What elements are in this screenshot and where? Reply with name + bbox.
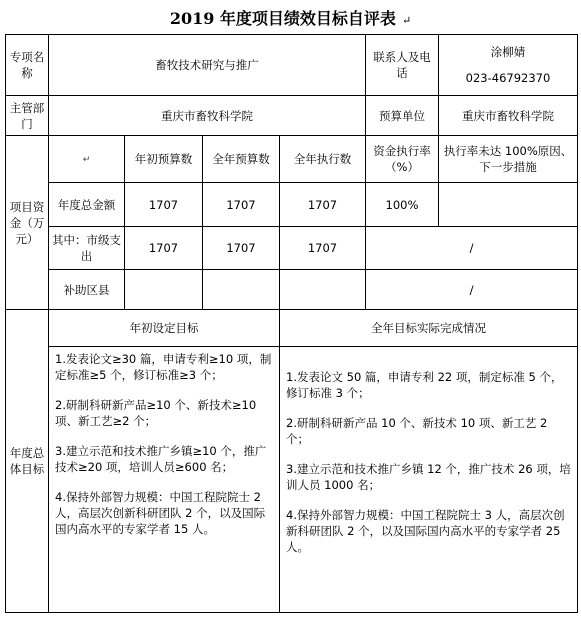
page-title: [0, 6, 581, 29]
funds-cell: 1707: [203, 227, 280, 270]
project-name-value: 畜牧技术研究与推广: [49, 35, 366, 96]
funds-section-label: 项目资金（万元）: [6, 136, 49, 310]
funds-row-label: 其中：市级支出: [49, 227, 125, 270]
goals-planned-cell: [49, 347, 280, 613]
department-value: 重庆市畜牧科学院: [49, 96, 366, 136]
title-text: 2019 年度项目绩效目标自评表: [169, 9, 396, 28]
funds-header-reason: 执行率未达 100%原因、下一步措施: [439, 136, 578, 183]
goal-item: 4.保持外部智力规模：中国工程院院士 2 人，高层次创新科研团队 2 个，以及国际国内高水平的专家学者 15 人。: [55, 490, 266, 536]
goal-item: 4.保持外部智力规模：中国工程院院士 3 人，高层次创新科研团队 2 个，以及国际国内高水平的专家学者 25 人。: [286, 508, 565, 554]
funds-cell: 1707: [203, 183, 280, 227]
funds-header-row: [6, 136, 578, 183]
funds-cell: 1707: [280, 183, 366, 227]
contact-name: 涂柳婧: [490, 45, 526, 59]
goal-item: 1.发表论文≥30 篇，申请专利≥10 项，制定标准≥5 个，修订标准≥3 个；: [55, 352, 272, 382]
project-name-row: [6, 35, 578, 96]
budget-unit-value: 重庆市畜牧科学院: [439, 96, 578, 136]
funds-cell: 1707: [125, 227, 203, 270]
evaluation-table: [5, 34, 578, 613]
goals-planned-header: 年初设定目标: [49, 310, 280, 347]
funds-row-district: [6, 270, 578, 310]
department-label: 主管部门: [6, 96, 49, 136]
funds-cell: [439, 183, 578, 227]
funds-cell: [203, 270, 280, 310]
funds-merged-cell: /: [366, 227, 578, 270]
goal-item: 3.建立示范和技术推广乡镇 12 个，推广技术 26 项，培训人员 1000 名；: [286, 462, 571, 492]
project-name-label: 专项名称: [6, 35, 49, 96]
funds-cell: 1707: [125, 183, 203, 227]
funds-row-city: [6, 227, 578, 270]
funds-cell: 100%: [366, 183, 439, 227]
goal-item: 2.研制科研新产品 10 个、新技术 10 项、新工艺 2 个；: [286, 416, 548, 446]
goals-section-label: 年度总体目标: [6, 310, 49, 613]
funds-header-annual-executed: 全年执行数: [280, 136, 366, 183]
funds-row-total: [6, 183, 578, 227]
goals-actual-cell: [280, 347, 578, 613]
goals-content-row: [6, 347, 578, 613]
funds-header-execution-rate: 资金执行率（%）: [366, 136, 439, 183]
contact-cell: [439, 35, 578, 96]
funds-header-corner: ↵: [49, 136, 125, 183]
funds-row-label: 补助区县: [49, 270, 125, 310]
department-row: [6, 96, 578, 136]
funds-header-initial-budget: 年初预算数: [125, 136, 203, 183]
budget-unit-label: 预算单位: [366, 96, 439, 136]
paragraph-mark: ↵: [401, 14, 412, 27]
contact-phone: 023-46792370: [465, 71, 551, 85]
funds-header-annual-budget: 全年预算数: [203, 136, 280, 183]
funds-cell: [280, 270, 366, 310]
funds-merged-cell: /: [366, 270, 578, 310]
funds-cell: 1707: [280, 227, 366, 270]
funds-row-label: 年度总金额: [49, 183, 125, 227]
goals-header-row: [6, 310, 578, 347]
contact-label: 联系人及电话: [366, 35, 439, 96]
goal-item: 1.发表论文 50 篇，申请专利 22 项，制定标准 5 个，修订标准 3 个；: [286, 370, 563, 400]
goal-item: 2.研制科研新产品≥10 个、新技术≥10 项、新工艺≥2 个；: [55, 398, 257, 428]
goal-item: 3.建立示范和技术推广乡镇≥10 个，推广技术≥20 项，培训人员≥600 名；: [55, 444, 267, 474]
goals-actual-header: 全年目标实际完成情况: [280, 310, 578, 347]
funds-cell: [125, 270, 203, 310]
